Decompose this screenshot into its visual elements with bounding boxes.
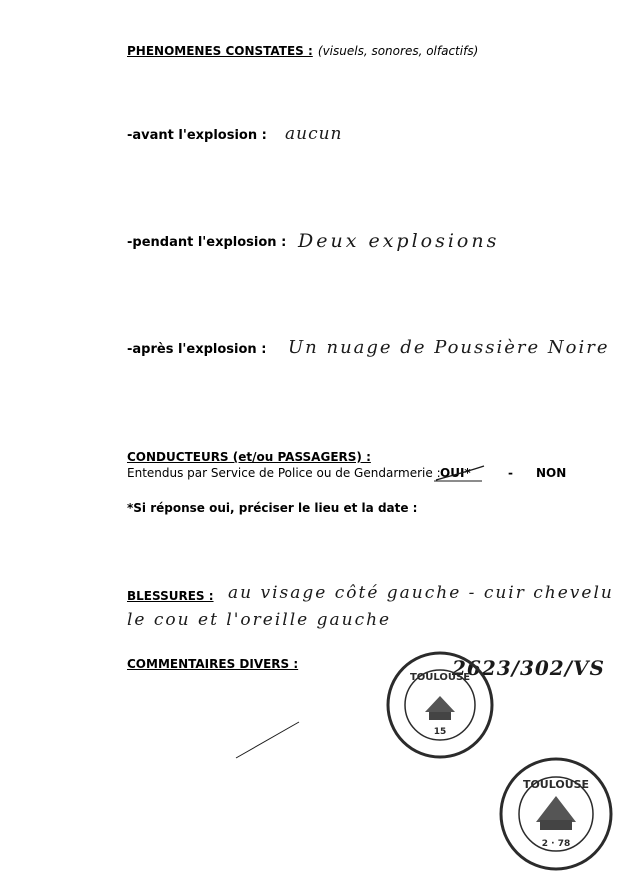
section-subtitle: (visuels, sonores, olfactifs) [317,44,479,58]
stamp-2-city: TOULOUSE [522,778,590,791]
blessures-line-2: le cou et l'oreille gauche [127,610,392,630]
police-stamp-2 [498,756,614,872]
conducteurs-footnote: *Si réponse oui, préciser le lieu et la date : [127,501,418,515]
commentaires-title: COMMENTAIRES DIVERS : [127,657,299,671]
oui-strikethrough [432,464,492,484]
option-non: NON [536,466,567,480]
conducteurs-question: Entendus par Service de Police ou de Gendarmerie : [127,466,441,480]
section-title-phenomenes: PHENOMENES CONSTATES : [127,44,313,58]
stamp-1-number: 15 [433,727,447,737]
blessures-title: BLESSURES : [127,589,214,603]
stamp-2-number: 2 · 78 [541,839,571,849]
answer-avant: aucun [285,124,343,144]
pen-stroke [233,718,303,763]
handwritten-reference: 2623/302/VS [452,656,605,680]
blessures-line-1: au visage côté gauche - cuir chevelu [228,583,614,603]
answer-apres: Un nuage de Poussière Noire [288,337,610,358]
option-oui: OUI* [440,466,471,480]
label-pendant: -pendant l'explosion : [127,235,287,250]
label-apres: -après l'explosion : [127,342,267,357]
option-separator: - [508,466,513,480]
conducteurs-title: CONDUCTEURS (et/ou PASSAGERS) : [127,450,371,464]
answer-pendant: Deux explosions [298,230,500,252]
police-stamp-1 [385,650,495,760]
label-avant: -avant l'explosion : [127,128,267,143]
phenomenes-heading [127,40,478,59]
stamp-1-city: TOULOUSE [409,672,471,683]
